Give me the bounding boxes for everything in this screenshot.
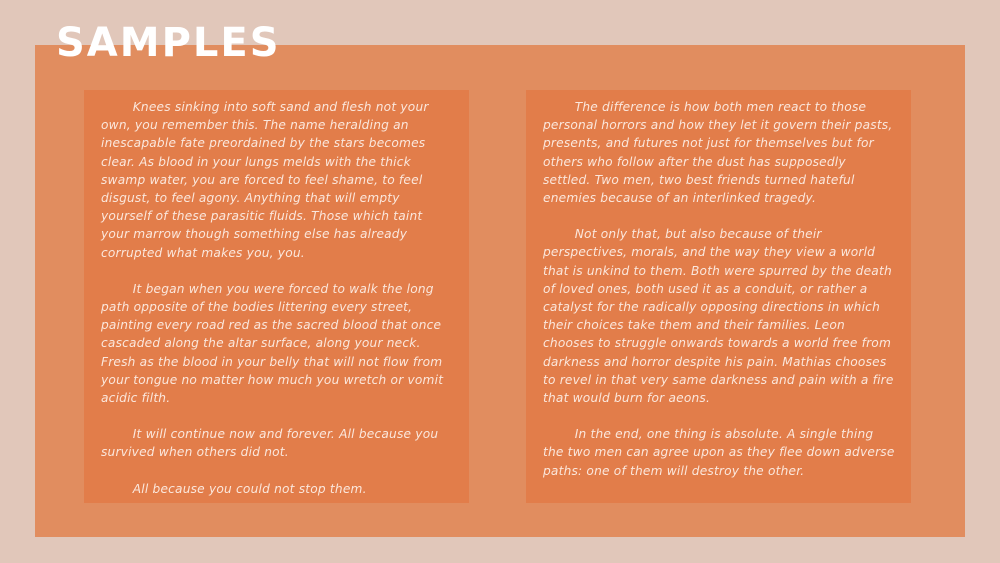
sample-paragraph: Knees sinking into soft sand and flesh not your own, you remember this. The name heralding an inescapable fate preordained by the stars becomes clear. As blood in your lungs melds with the thick swamp water, you are forced to feel shame, to feel disgust, to feel agony. Anything that will empty yourself of these parasitic fluids. Those which taint your marrow though something else has already corrupted what makes you, you. [101,100,429,260]
sample-paragraph: All because you could not stop them. [132,481,367,496]
sample-paragraph: Not only that, but also because of their perspectives, morals, and the way they view a world that is unkind to them. Both were spurred by the death of loved ones, both used it as a conduit, or rather a catalyst for the radically opposing directions in which their choices take them and their families. Leon chooses to struggle onwards towards a world free from darkness and horror despite his pain. Mathias chooses to revel in that very same darkness and pain with a fire that would burn for aeons. [543,227,894,406]
sample-panel-left [84,90,469,503]
page-title: SAMPLES [56,20,281,66]
sample-paragraph: The difference is how both men react to those personal horrors and how they let it govern their pasts, presents, and futures not just for themselves but for others who follow after the dust has supposedly settled. Two men, two best friends turned hateful enemies because of an interlinked tragedy. [543,100,893,206]
sample-paragraph: It will continue now and forever. All because you survived when others did not. [101,427,439,460]
sample-panel-right [526,90,911,503]
sample-paragraph: It began when you were forced to walk the long path opposite of the bodies littering every street, painting every road red as the sacred blood that once cascaded along the altar surface, along your neck. Fresh as the blood in your belly that will not flow from your tongue no matter how much you wretch or vomit acidic filth. [101,281,444,406]
sample-paragraph: In the end, one thing is absolute. A single thing the two men can agree upon as they flee down adverse paths: one of them will destroy the other. [543,427,895,478]
